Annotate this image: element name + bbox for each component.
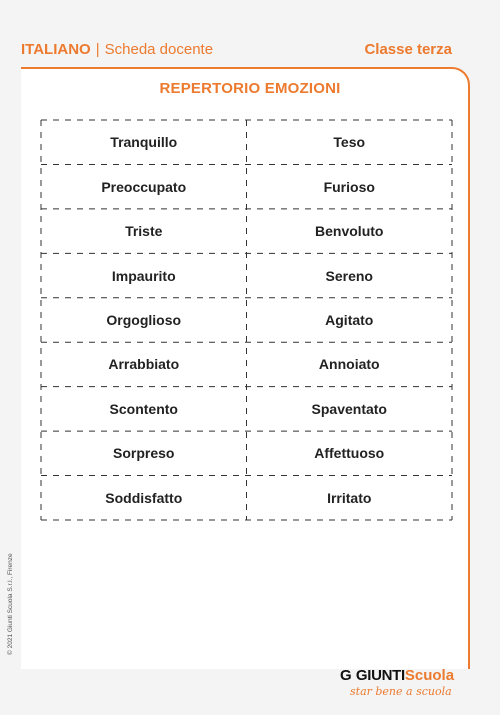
emotion-card: Orgoglioso <box>106 311 182 328</box>
emotion-card: Sereno <box>325 267 373 284</box>
logo-wordmark <box>340 667 454 684</box>
emotion-card: Preoccupato <box>101 178 187 195</box>
emotion-card: Teso <box>333 134 366 151</box>
emotion-cut-grid <box>41 120 452 520</box>
logo-g-icon: G <box>340 667 352 684</box>
logo-tagline: star bene a scuola <box>350 685 452 698</box>
emotion-card: Sorpreso <box>113 445 175 462</box>
header-separator: | <box>95 41 100 58</box>
emotion-card: Agitato <box>325 311 374 328</box>
page-header <box>21 41 452 61</box>
subject-label: ITALIANO <box>21 41 91 58</box>
emotion-card: Triste <box>125 223 163 240</box>
logo-brand: GIUNTI <box>355 667 405 684</box>
logo-brand-accent: Scuola <box>404 667 455 684</box>
sheet-type-label: Scheda docente <box>104 41 214 58</box>
copyright-note: © 2021 Giunti Scuola S.r.l., Firenze <box>7 553 14 655</box>
emotion-card: Irritato <box>327 489 372 506</box>
emotion-card: Annoiato <box>318 356 380 373</box>
emotion-card: Arrabbiato <box>108 356 180 373</box>
emotion-card: Impaurito <box>111 267 176 284</box>
class-label: Classe terza <box>364 41 452 58</box>
emotion-card: Soddisfatto <box>105 489 183 506</box>
emotion-card: Furioso <box>323 178 375 195</box>
emotion-card: Spaventato <box>311 400 387 417</box>
emotion-card: Tranquillo <box>110 134 178 151</box>
worksheet-title: REPERTORIO EMOZIONI <box>159 80 341 97</box>
giunti-scuola-logo <box>340 667 460 707</box>
emotion-card: Scontento <box>109 400 178 417</box>
emotion-card: Affettuoso <box>314 445 385 462</box>
header-subject-group <box>21 41 213 58</box>
emotion-card: Benvoluto <box>315 223 384 240</box>
